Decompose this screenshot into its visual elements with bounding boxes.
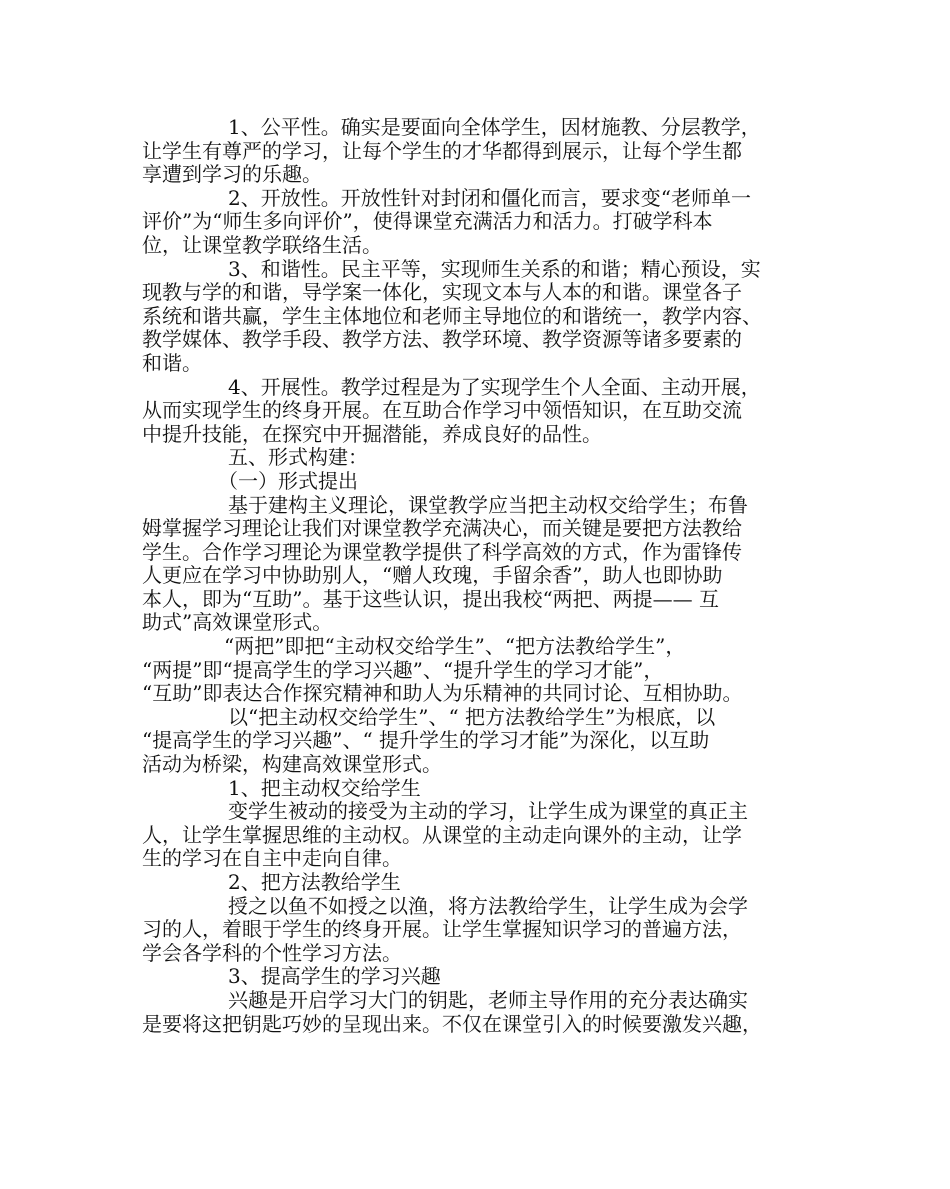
subsection-heading: 1、把主动权交给学生 bbox=[228, 775, 421, 800]
paragraph-line: 学生。合作学习理论为课堂教学提供了科学高效的方式，作为雷锋传 bbox=[142, 539, 742, 564]
paragraph-line: 位，让课堂教学联络生活。 bbox=[142, 232, 382, 257]
paragraph-line: 1、公平性。确实是要面向全体学生，因材施教、分层教学， bbox=[228, 115, 761, 139]
paragraph-line: “提高学生的学习兴趣”、“ 提升学生的学习才能”为深化，以互助 bbox=[142, 728, 710, 753]
paragraph-line: 助式”高效课堂形式。 bbox=[142, 610, 333, 635]
subsection-heading: 2、把方法教给学生 bbox=[228, 870, 401, 894]
paragraph-line: 习的人，着眼于学生的终身开展。让学生掌握知识学习的普遍方法， bbox=[142, 917, 742, 942]
paragraph-line: 中提升技能，在探究中开掘潜能，养成良好的品性。 bbox=[142, 421, 602, 446]
paragraph-line: 活动为桥梁，构建高效课堂形式。 bbox=[142, 752, 442, 777]
paragraph-line: 享遭到学习的乐趣。 bbox=[142, 162, 322, 187]
subsection-heading: 3、提高学生的学习兴趣 bbox=[228, 964, 441, 989]
paragraph-line: 学会各学科的个性学习方法。 bbox=[142, 940, 402, 965]
paragraph-line: 姆掌握学习理论让我们对课堂教学充满决心，而关键是要把方法教给 bbox=[142, 516, 742, 541]
paragraph-line: 基于建构主义理论，课堂教学应当把主动权交给学生；布鲁 bbox=[228, 492, 748, 517]
paragraph-line: 让学生有尊严的学习，让每个学生的才华都得到展示，让每个学生都 bbox=[142, 138, 742, 163]
document-body bbox=[142, 116, 822, 1036]
paragraph-line: 从而实现学生的终身开展。在互助合作学习中领悟知识，在互助交流 bbox=[142, 398, 742, 423]
paragraph-line: 评价”为“师生多向评价”，使得课堂充满活力和活力。打破学科本 bbox=[142, 209, 713, 234]
paragraph-line: 现教与学的和谐，导学案一体化，实现文本与人本的和谐。课堂各子 bbox=[142, 280, 742, 305]
paragraph-line: “两把”即把“主动权交给学生”、“把方法教给学生”， bbox=[224, 634, 686, 659]
paragraph-line: 教学媒体、教学手段、教学方法、教学环境、教学资源等诸多要素的 bbox=[142, 327, 742, 352]
paragraph-line: 和谐。 bbox=[142, 350, 202, 375]
section-heading: 五、形式构建： bbox=[228, 445, 368, 470]
subsection-heading: （一）形式提出 bbox=[218, 468, 358, 493]
paragraph-line: 本人，即为“互助”。基于这些认识，提出我校“两把、两提—— 互 bbox=[142, 586, 720, 611]
paragraph-line: 以“把主动权交给学生”、“ 把方法教给学生”为根底，以 bbox=[228, 704, 716, 729]
paragraph-line: 是要将这把钥匙巧妙的呈现出来。不仅在课堂引入的时候要激发兴趣， bbox=[142, 1011, 762, 1036]
paragraph-line: “两提”即“提高学生的学习兴趣”、“提升学生的学习才能”， bbox=[142, 657, 664, 682]
paragraph-line: 4、开展性。教学过程是为了实现学生个人全面、主动开展， bbox=[228, 374, 761, 399]
paragraph-line: 3、和谐性。民主平等，实现师生关系的和谐；精心预设，实 bbox=[228, 256, 761, 281]
paragraph-line: 授之以鱼不如授之以渔，将方法教给学生，让学生成为会学 bbox=[228, 893, 748, 918]
paragraph-line: 2、开放性。开放性针对封闭和僵化而言，要求变“老师单一 bbox=[228, 185, 751, 210]
paragraph-line: 生的学习在自主中走向自律。 bbox=[142, 846, 402, 871]
paragraph-line: “互助”即表达合作探究精神和助人为乐精神的共同讨论、互相协助。 bbox=[142, 681, 743, 706]
paragraph-line: 变学生被动的接受为主动的学习，让学生成为课堂的真正主 bbox=[228, 799, 748, 824]
paragraph-line: 兴趣是开启学习大门的钥匙，老师主导作用的充分表达确实 bbox=[228, 987, 748, 1012]
paragraph-line: 人更应在学习中协助别人，“赠人玫瑰，手留余香”，助人也即协助 bbox=[142, 563, 723, 588]
paragraph-line: 系统和谐共赢，学生主体地位和老师主导地位的和谐统一，教学内容、 bbox=[142, 303, 762, 328]
paragraph-line: 人，让学生掌握思维的主动权。从课堂的主动走向课外的主动，让学 bbox=[142, 822, 742, 847]
